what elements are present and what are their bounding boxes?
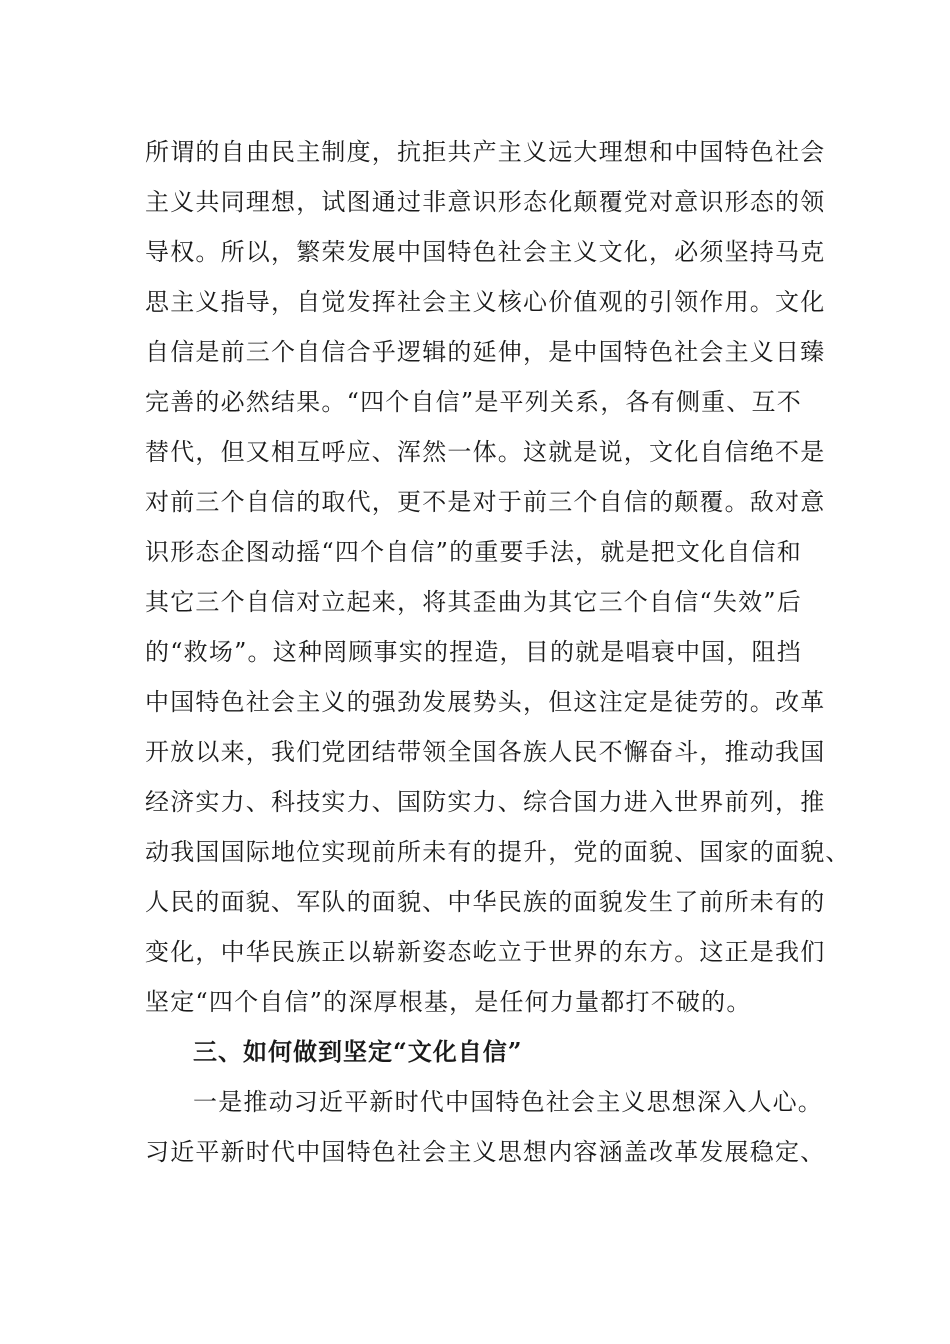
text-line: 人民的面貌、军队的面貌、中华民族的面貌发生了前所未有的: [145, 888, 826, 916]
text-line: 经济实力、科技实力、国防实力、综合国力进入世界前列，推: [145, 788, 826, 816]
section-heading: 三、如何做到坚定“文化自信”: [193, 1037, 523, 1066]
text-line: 变化，中华民族正以崭新姿态屹立于世界的东方。这正是我们: [145, 938, 826, 966]
text-line: 坚定“四个自信”的深厚根基，是任何力量都打不破的。: [145, 988, 752, 1016]
text-line: 替代，但又相互呼应、浑然一体。这就是说，文化自信绝不是: [145, 438, 826, 466]
text-line: 所谓的自由民主制度，抗拒共产主义远大理想和中国特色社会: [145, 138, 826, 166]
text-line: 的“救场”。这种罔顾事实的捏造，目的就是唱衰中国，阻挡: [145, 638, 802, 666]
text-line: 完善的必然结果。“四个自信”是平列关系，各有侧重、互不: [145, 388, 802, 416]
text-line: 识形态企图动摇“四个自信”的重要手法，就是把文化自信和: [145, 538, 802, 566]
text-line: 导权。所以，繁荣发展中国特色社会主义文化，必须坚持马克: [145, 238, 826, 266]
text-line: 一是推动习近平新时代中国特色社会主义思想深入人心。: [193, 1088, 823, 1116]
section-paragraph: [145, 1077, 825, 1177]
text-line: 思主义指导，自觉发挥社会主义核心价值观的引领作用。文化: [145, 288, 826, 316]
text-line: 主义共同理想，试图通过非意识形态化颠覆党对意识形态的领: [145, 188, 826, 216]
text-line: 习近平新时代中国特色社会主义思想内容涵盖改革发展稳定、: [145, 1138, 826, 1166]
text-line: 开放以来，我们党团结带领全国各族人民不懈奋斗，推动我国: [145, 738, 826, 766]
text-line: 中国特色社会主义的强劲发展势头，但这注定是徒劳的。改革: [145, 688, 826, 716]
text-line: 自信是前三个自信合乎逻辑的延伸，是中国特色社会主义日臻: [145, 338, 826, 366]
body-paragraph: [145, 127, 851, 1027]
text-line: 对前三个自信的取代，更不是对于前三个自信的颠覆。敌对意: [145, 488, 826, 516]
text-line: 动我国国际地位实现前所未有的提升，党的面貌、国家的面貌、: [145, 838, 851, 866]
document-body: [145, 127, 851, 1177]
text-line: 其它三个自信对立起来，将其歪曲为其它三个自信“失效”后: [145, 588, 802, 616]
